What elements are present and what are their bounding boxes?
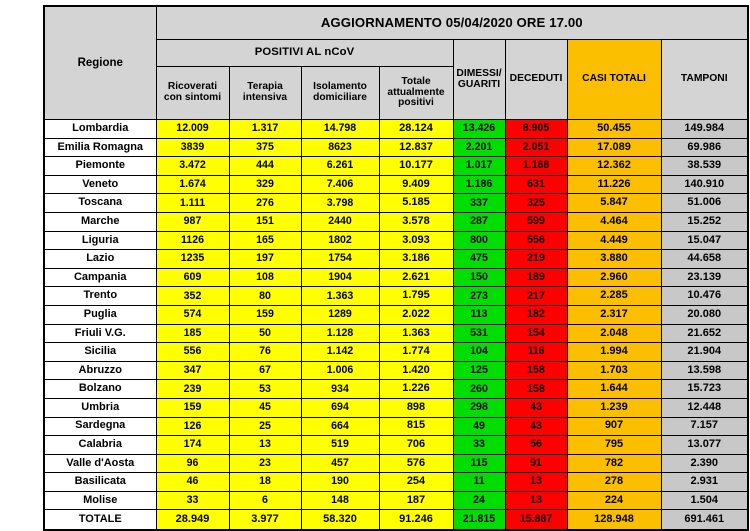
cell-isolamento: 1.142	[301, 343, 379, 362]
cell-tamponi: 15.252	[661, 212, 748, 231]
cell-ricoverati: 239	[156, 380, 229, 399]
cell-tamponi: 140.910	[661, 175, 748, 194]
cell-regione: Basilicata	[44, 473, 156, 492]
cell-totale-positivi: 2.621	[379, 268, 453, 287]
cell-isolamento: 148	[301, 491, 379, 510]
cell-dimessi: 115	[453, 454, 505, 473]
cell-regione: Toscana	[44, 194, 156, 213]
cell-ricoverati: 96	[156, 454, 229, 473]
cell-regione: Bolzano	[44, 380, 156, 399]
cell-totale-positivi: 91.246	[379, 510, 453, 531]
cell-deceduti: 599	[505, 212, 567, 231]
cell-deceduti: 158	[505, 380, 567, 399]
cell-totale-positivi: 1.774	[379, 343, 453, 362]
header-regione: Regione	[44, 6, 156, 120]
cell-regione: Sicilia	[44, 343, 156, 362]
cell-isolamento: 1289	[301, 305, 379, 324]
table-row	[44, 454, 748, 473]
cell-isolamento: 1754	[301, 250, 379, 269]
table-row	[44, 491, 748, 510]
cell-ricoverati: 159	[156, 398, 229, 417]
table-row	[44, 175, 748, 194]
cell-regione: Calabria	[44, 436, 156, 455]
cell-ricoverati: 1.674	[156, 175, 229, 194]
cell-deceduti: 158	[505, 361, 567, 380]
table-row	[44, 250, 748, 269]
cell-totale-positivi: 3.578	[379, 212, 453, 231]
header-terapia-line2: intensiva	[242, 92, 288, 103]
cell-terapia: 45	[229, 398, 301, 417]
table-body	[44, 120, 748, 531]
cell-terapia: 159	[229, 305, 301, 324]
cell-casi-totali: 907	[567, 417, 661, 436]
cell-totale-positivi: 12.837	[379, 138, 453, 157]
cell-ricoverati: 46	[156, 473, 229, 492]
cell-deceduti: 154	[505, 324, 567, 343]
cell-isolamento: 2440	[301, 212, 379, 231]
cell-totale-positivi: 1.420	[379, 361, 453, 380]
cell-deceduti: 43	[505, 398, 567, 417]
cell-tamponi: 2.931	[661, 473, 748, 492]
cell-isolamento: 190	[301, 473, 379, 492]
table-row	[44, 417, 748, 436]
header-dimessi-line2: GUARITI	[457, 78, 501, 90]
table-row	[44, 120, 748, 139]
cell-isolamento: 1904	[301, 268, 379, 287]
cell-tamponi: 15.723	[661, 380, 748, 399]
header-ricoverati-line2: con sintomi	[163, 92, 222, 103]
cell-tamponi: 21.904	[661, 343, 748, 362]
cell-ricoverati: 1.111	[156, 194, 229, 213]
cell-dimessi: 24	[453, 491, 505, 510]
cell-totale-positivi: 187	[379, 491, 453, 510]
cell-regione: Valle d'Aosta	[44, 454, 156, 473]
cell-casi-totali: 2.048	[567, 324, 661, 343]
cell-isolamento: 457	[301, 454, 379, 473]
cell-totale-positivi: 1.795	[379, 287, 453, 306]
table-row	[44, 305, 748, 324]
cell-deceduti: 91	[505, 454, 567, 473]
cell-totale-positivi: 10.177	[379, 157, 453, 176]
cell-casi-totali: 128.948	[567, 510, 661, 531]
cell-tamponi: 2.390	[661, 454, 748, 473]
header-totale-line3: positivi	[398, 97, 434, 109]
cell-isolamento: 3.798	[301, 194, 379, 213]
cell-ricoverati: 3.472	[156, 157, 229, 176]
cell-tamponi: 691.461	[661, 510, 748, 531]
cell-totale-positivi: 5.185	[379, 194, 453, 213]
cell-totale-positivi: 28.124	[379, 120, 453, 139]
header-dimessi-guariti	[453, 40, 505, 120]
header-totale-attualmente-positivi	[379, 67, 453, 120]
header-totale-line1: Totale	[401, 75, 431, 87]
cell-regione: Liguria	[44, 231, 156, 250]
cell-totale-positivi: 3.093	[379, 231, 453, 250]
cell-casi-totali: 782	[567, 454, 661, 473]
cell-regione: Puglia	[44, 305, 156, 324]
cell-deceduti: 325	[505, 194, 567, 213]
header-deceduti: DECEDUTI	[505, 40, 567, 120]
cell-tamponi: 149.984	[661, 120, 748, 139]
cell-casi-totali: 17.089	[567, 138, 661, 157]
cell-casi-totali: 4.449	[567, 231, 661, 250]
cell-casi-totali: 2.317	[567, 305, 661, 324]
cell-terapia: 6	[229, 491, 301, 510]
cell-dimessi: 2.201	[453, 138, 505, 157]
cell-ricoverati: 1235	[156, 250, 229, 269]
cell-tamponi: 23.139	[661, 268, 748, 287]
cell-totale-positivi: 1.363	[379, 324, 453, 343]
cell-ricoverati: 556	[156, 343, 229, 362]
cell-totale-positivi: 706	[379, 436, 453, 455]
cell-terapia: 151	[229, 212, 301, 231]
cell-regione: Marche	[44, 212, 156, 231]
cell-tamponi: 20.080	[661, 305, 748, 324]
cell-regione: Lazio	[44, 250, 156, 269]
header-isolamento-line2: domiciliare	[313, 92, 367, 103]
cell-ricoverati: 174	[156, 436, 229, 455]
table-row	[44, 194, 748, 213]
cell-tamponi: 44.658	[661, 250, 748, 269]
cell-totale-positivi: 254	[379, 473, 453, 492]
cell-terapia: 276	[229, 194, 301, 213]
cell-casi-totali: 2.960	[567, 268, 661, 287]
header-ricoverati-con-sintomi	[156, 67, 229, 120]
cell-casi-totali: 795	[567, 436, 661, 455]
header-casi-totali: CASI TOTALI	[567, 40, 661, 120]
cell-terapia: 329	[229, 175, 301, 194]
cell-dimessi: 1.186	[453, 175, 505, 194]
cell-terapia: 165	[229, 231, 301, 250]
cell-ricoverati: 347	[156, 361, 229, 380]
cell-tamponi: 12.448	[661, 398, 748, 417]
cell-terapia: 13	[229, 436, 301, 455]
table-row	[44, 361, 748, 380]
cell-terapia: 197	[229, 250, 301, 269]
cell-ricoverati: 185	[156, 324, 229, 343]
cell-isolamento: 1.128	[301, 324, 379, 343]
table-row	[44, 268, 748, 287]
cell-totale-positivi: 2.022	[379, 305, 453, 324]
cell-regione: Piemonte	[44, 157, 156, 176]
cell-deceduti: 189	[505, 268, 567, 287]
cell-dimessi: 21.815	[453, 510, 505, 531]
cell-deceduti: 182	[505, 305, 567, 324]
cell-totale-positivi: 898	[379, 398, 453, 417]
cell-dimessi: 11	[453, 473, 505, 492]
cell-terapia: 375	[229, 138, 301, 157]
header-tamponi: TAMPONI	[661, 40, 748, 120]
table-row	[44, 287, 748, 306]
cell-dimessi: 13.426	[453, 120, 505, 139]
cell-regione: Campania	[44, 268, 156, 287]
table-row	[44, 212, 748, 231]
cell-dimessi: 113	[453, 305, 505, 324]
cell-tamponi: 69.986	[661, 138, 748, 157]
table-row	[44, 138, 748, 157]
cell-isolamento: 1.006	[301, 361, 379, 380]
cell-terapia: 18	[229, 473, 301, 492]
table-row	[44, 324, 748, 343]
header-dimessi-line1: DIMESSI/	[456, 67, 502, 79]
cell-terapia: 25	[229, 417, 301, 436]
table-row	[44, 473, 748, 492]
cell-ricoverati: 987	[156, 212, 229, 231]
cell-ricoverati: 574	[156, 305, 229, 324]
cell-dimessi: 475	[453, 250, 505, 269]
cell-regione: Trento	[44, 287, 156, 306]
header-terapia-line1: Terapia	[247, 81, 283, 93]
cell-ricoverati: 3839	[156, 138, 229, 157]
cell-dimessi: 273	[453, 287, 505, 306]
cell-dimessi: 260	[453, 380, 505, 399]
cell-casi-totali: 5.847	[567, 194, 661, 213]
cell-terapia: 50	[229, 324, 301, 343]
cell-deceduti: 2.051	[505, 138, 567, 157]
cell-regione: TOTALE	[44, 510, 156, 531]
cell-isolamento: 1.363	[301, 287, 379, 306]
table-header	[44, 6, 748, 120]
cell-totale-positivi: 576	[379, 454, 453, 473]
cell-casi-totali: 224	[567, 491, 661, 510]
table-row	[44, 343, 748, 362]
cell-tamponi: 15.047	[661, 231, 748, 250]
cell-tamponi: 1.504	[661, 491, 748, 510]
cell-tamponi: 13.598	[661, 361, 748, 380]
cell-terapia: 23	[229, 454, 301, 473]
cell-deceduti: 8.905	[505, 120, 567, 139]
table-row	[44, 380, 748, 399]
cell-terapia: 67	[229, 361, 301, 380]
cell-ricoverati: 33	[156, 491, 229, 510]
covid-regions-table	[43, 5, 749, 531]
cell-ricoverati: 28.949	[156, 510, 229, 531]
cell-deceduti: 116	[505, 343, 567, 362]
cell-deceduti: 13	[505, 473, 567, 492]
cell-terapia: 3.977	[229, 510, 301, 531]
cell-isolamento: 7.406	[301, 175, 379, 194]
cell-tamponi: 7.157	[661, 417, 748, 436]
cell-terapia: 53	[229, 380, 301, 399]
cell-tamponi: 38.539	[661, 157, 748, 176]
cell-ricoverati: 12.009	[156, 120, 229, 139]
header-group-positivi: POSITIVI AL nCoV	[156, 40, 453, 67]
cell-deceduti: 15.887	[505, 510, 567, 531]
cell-dimessi: 49	[453, 417, 505, 436]
cell-dimessi: 800	[453, 231, 505, 250]
cell-casi-totali: 1.239	[567, 398, 661, 417]
header-totale-line2: attualmente	[387, 86, 445, 98]
cell-regione: Abruzzo	[44, 361, 156, 380]
cell-dimessi: 33	[453, 436, 505, 455]
cell-ricoverati: 1126	[156, 231, 229, 250]
cell-isolamento: 8623	[301, 138, 379, 157]
table-row	[44, 231, 748, 250]
cell-deceduti: 13	[505, 491, 567, 510]
cell-deceduti: 631	[505, 175, 567, 194]
cell-casi-totali: 1.703	[567, 361, 661, 380]
cell-isolamento: 664	[301, 417, 379, 436]
cell-isolamento: 694	[301, 398, 379, 417]
cell-terapia: 76	[229, 343, 301, 362]
cell-deceduti: 43	[505, 417, 567, 436]
cell-regione: Sardegna	[44, 417, 156, 436]
cell-dimessi: 150	[453, 268, 505, 287]
cell-totale-positivi: 3.186	[379, 250, 453, 269]
cell-regione: Lombardia	[44, 120, 156, 139]
cell-ricoverati: 352	[156, 287, 229, 306]
cell-casi-totali: 1.994	[567, 343, 661, 362]
cell-casi-totali: 11.226	[567, 175, 661, 194]
cell-regione: Veneto	[44, 175, 156, 194]
cell-terapia: 444	[229, 157, 301, 176]
cell-casi-totali: 50.455	[567, 120, 661, 139]
cell-deceduti: 1.168	[505, 157, 567, 176]
header-ricoverati-line1: Ricoverati	[167, 81, 218, 93]
cell-deceduti: 217	[505, 287, 567, 306]
table-row	[44, 398, 748, 417]
cell-dimessi: 125	[453, 361, 505, 380]
cell-regione: Friuli V.G.	[44, 324, 156, 343]
cell-tamponi: 21.652	[661, 324, 748, 343]
header-isolamento-line1: Isolamento	[313, 81, 367, 93]
cell-casi-totali: 278	[567, 473, 661, 492]
cell-isolamento: 14.798	[301, 120, 379, 139]
cell-casi-totali: 4.464	[567, 212, 661, 231]
header-row-title	[44, 6, 748, 40]
cell-dimessi: 298	[453, 398, 505, 417]
table-row-total	[44, 510, 748, 531]
cell-deceduti: 219	[505, 250, 567, 269]
header-terapia-intensiva	[229, 67, 301, 120]
cell-ricoverati: 609	[156, 268, 229, 287]
cell-casi-totali: 2.285	[567, 287, 661, 306]
cell-deceduti: 556	[505, 231, 567, 250]
cell-regione: Umbria	[44, 398, 156, 417]
cell-dimessi: 531	[453, 324, 505, 343]
cell-totale-positivi: 9.409	[379, 175, 453, 194]
cell-isolamento: 58.320	[301, 510, 379, 531]
cell-isolamento: 934	[301, 380, 379, 399]
cell-tamponi: 10.476	[661, 287, 748, 306]
cell-casi-totali: 12.362	[567, 157, 661, 176]
cell-isolamento: 6.261	[301, 157, 379, 176]
cell-tamponi: 51.006	[661, 194, 748, 213]
cell-casi-totali: 1.644	[567, 380, 661, 399]
cell-terapia: 1.317	[229, 120, 301, 139]
cell-regione: Emilia Romagna	[44, 138, 156, 157]
cell-totale-positivi: 815	[379, 417, 453, 436]
cell-totale-positivi: 1.226	[379, 380, 453, 399]
cell-terapia: 80	[229, 287, 301, 306]
cell-dimessi: 287	[453, 212, 505, 231]
header-title-update: AGGIORNAMENTO 05/04/2020 ORE 17.00	[156, 6, 748, 40]
cell-isolamento: 1802	[301, 231, 379, 250]
cell-casi-totali: 3.880	[567, 250, 661, 269]
cell-terapia: 108	[229, 268, 301, 287]
cell-ricoverati: 126	[156, 417, 229, 436]
table-row	[44, 157, 748, 176]
cell-dimessi: 1.017	[453, 157, 505, 176]
cell-deceduti: 56	[505, 436, 567, 455]
cell-regione: Molise	[44, 491, 156, 510]
cell-tamponi: 13.077	[661, 436, 748, 455]
cell-isolamento: 519	[301, 436, 379, 455]
cell-dimessi: 104	[453, 343, 505, 362]
cell-dimessi: 337	[453, 194, 505, 213]
table-row	[44, 436, 748, 455]
header-isolamento-domiciliare	[301, 67, 379, 120]
